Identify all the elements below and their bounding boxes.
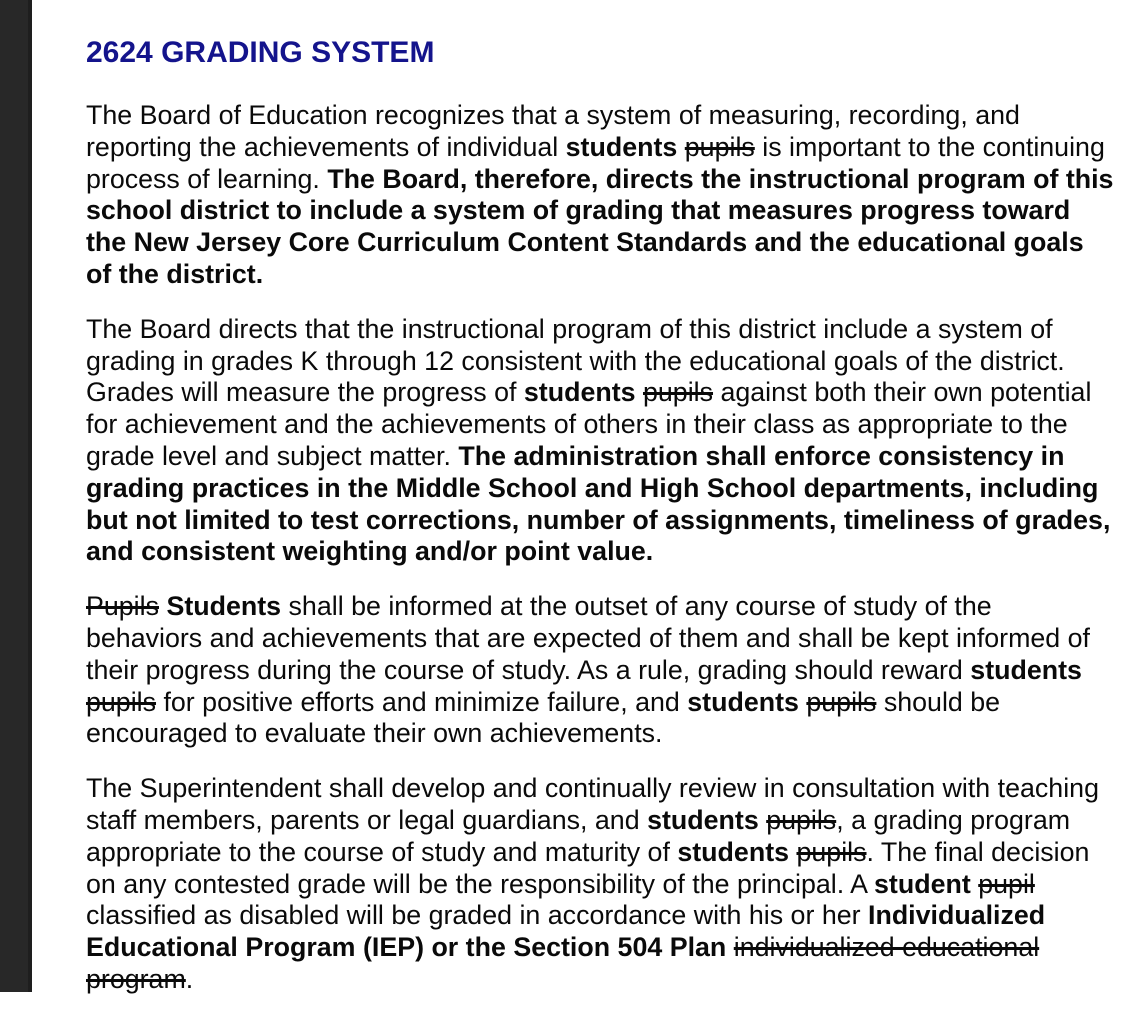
text-run: reporting the achievements of individual	[86, 131, 566, 162]
text-line	[86, 964, 1141, 996]
paragraph	[86, 773, 1141, 996]
text-line	[86, 687, 1141, 719]
deleted-text: Pupils	[86, 591, 159, 622]
text-run: encouraged to evaluate their own achievements.	[86, 718, 663, 749]
viewer-left-edge-bar	[0, 0, 32, 992]
text-line	[86, 377, 1141, 409]
inserted-bold-text: the New Jersey Core Curriculum Content Standards and the educational goals	[86, 227, 1084, 258]
text-run: on any contested grade will be the responsibility of the principal. A	[86, 868, 875, 899]
text-run: . The final decision	[866, 836, 1090, 867]
inserted-bold-text: Individualized	[868, 900, 1046, 931]
text-run: grade level and subject matter.	[86, 440, 459, 471]
deleted-text: program	[86, 963, 186, 994]
inserted-bold-text: but not limited to test corrections, number of assignments, timeliness of grades,	[86, 504, 1111, 535]
text-run: staff members, parents or legal guardians, and	[86, 804, 648, 835]
paragraph	[86, 591, 1141, 750]
text-line	[86, 259, 1141, 291]
document-page	[86, 36, 1141, 1019]
text-line	[86, 409, 1141, 441]
text-line	[86, 718, 1141, 750]
text-run: for achievement and the achievements of others in their class as appropriate to the	[86, 409, 1068, 440]
text-line	[86, 536, 1141, 568]
text-run: behaviors and achievements that are expected of them and shall be kept informed of	[86, 622, 1091, 653]
text-run: The Superintendent shall develop and continually review in consultation with teaching	[86, 773, 1099, 804]
inserted-bold-text: Students	[166, 591, 282, 622]
text-line	[86, 773, 1141, 805]
inserted-bold-text: students	[677, 836, 790, 867]
text-run: should be	[876, 686, 1001, 717]
deleted-text: pupil	[978, 868, 1035, 899]
deleted-text: pupils	[806, 686, 877, 717]
text-line	[86, 346, 1141, 378]
inserted-bold-text: and consistent weighting and/or point value.	[86, 536, 654, 567]
inserted-bold-text: student	[874, 868, 971, 899]
text-run: grading in grades K through 12 consistent with the educational goals of the district.	[86, 345, 1065, 376]
text-run: shall be informed at the outset of any course of study of the	[281, 591, 992, 622]
deleted-text: pupils	[796, 836, 867, 867]
text-line	[86, 132, 1141, 164]
text-run	[636, 377, 643, 407]
text-line	[86, 227, 1141, 259]
document-title: 2624 GRADING SYSTEM	[86, 36, 435, 69]
text-run: against both their own potential	[713, 377, 1092, 408]
inserted-bold-text: students	[647, 804, 759, 835]
deleted-text: pupils	[766, 804, 837, 835]
text-line	[86, 900, 1141, 932]
text-line	[86, 100, 1141, 132]
text-run: for positive efforts and minimize failure, and	[156, 686, 688, 717]
inserted-bold-text: school district to include a system of grading that measures progress toward	[86, 195, 1071, 226]
text-run	[677, 132, 684, 162]
deleted-text: pupils	[684, 131, 755, 162]
inserted-bold-text: grading practices in the Middle School and High School departments, including	[86, 472, 1099, 503]
deleted-text: pupils	[643, 377, 714, 408]
inserted-bold-text: students	[523, 377, 636, 408]
text-line	[86, 441, 1141, 473]
paragraph	[86, 100, 1141, 291]
text-run: appropriate to the course of study and maturity of	[86, 836, 678, 867]
text-run: The Board of Education recognizes that a system of measuring, recording, and	[86, 100, 1020, 130]
text-run: .	[185, 963, 194, 994]
text-run: , a grading program	[836, 804, 1071, 835]
text-run: The Board directs that the instructional program of this district include a system of	[86, 313, 1053, 344]
text-line	[86, 932, 1141, 964]
text-line	[86, 869, 1141, 901]
text-run: is important to the continuing	[754, 131, 1105, 162]
text-run: Grades will measure the progress of	[86, 377, 524, 408]
inserted-bold-text: The administration shall enforce consistency in	[458, 440, 1065, 471]
text-line	[86, 314, 1141, 346]
inserted-bold-text: The Board, therefore, directs the instructional program of this	[327, 163, 1114, 194]
text-line	[86, 623, 1141, 655]
inserted-bold-text: students	[565, 131, 678, 162]
inserted-bold-text: Educational Program (IEP) or the Section 504 Plan	[86, 932, 727, 963]
text-run	[726, 932, 733, 962]
text-line	[86, 473, 1141, 505]
deleted-text: individualized educational	[733, 932, 1040, 963]
text-run: their progress during the course of study. As a rule, grading should reward	[86, 654, 971, 685]
paragraph	[86, 314, 1141, 568]
text-line	[86, 505, 1141, 537]
text-run: process of learning.	[86, 163, 328, 194]
text-line	[86, 195, 1141, 227]
text-line	[86, 655, 1141, 687]
inserted-bold-text: of the district.	[86, 258, 264, 289]
text-line	[86, 591, 1141, 623]
document-body	[86, 100, 1141, 996]
text-line	[86, 164, 1141, 196]
text-line	[86, 837, 1141, 869]
deleted-text: pupils	[86, 686, 157, 717]
inserted-bold-text: students	[970, 654, 1082, 685]
text-run: classified as disabled will be graded in accordance with his or her	[86, 900, 868, 931]
text-line	[86, 805, 1141, 837]
inserted-bold-text: students	[687, 686, 799, 717]
